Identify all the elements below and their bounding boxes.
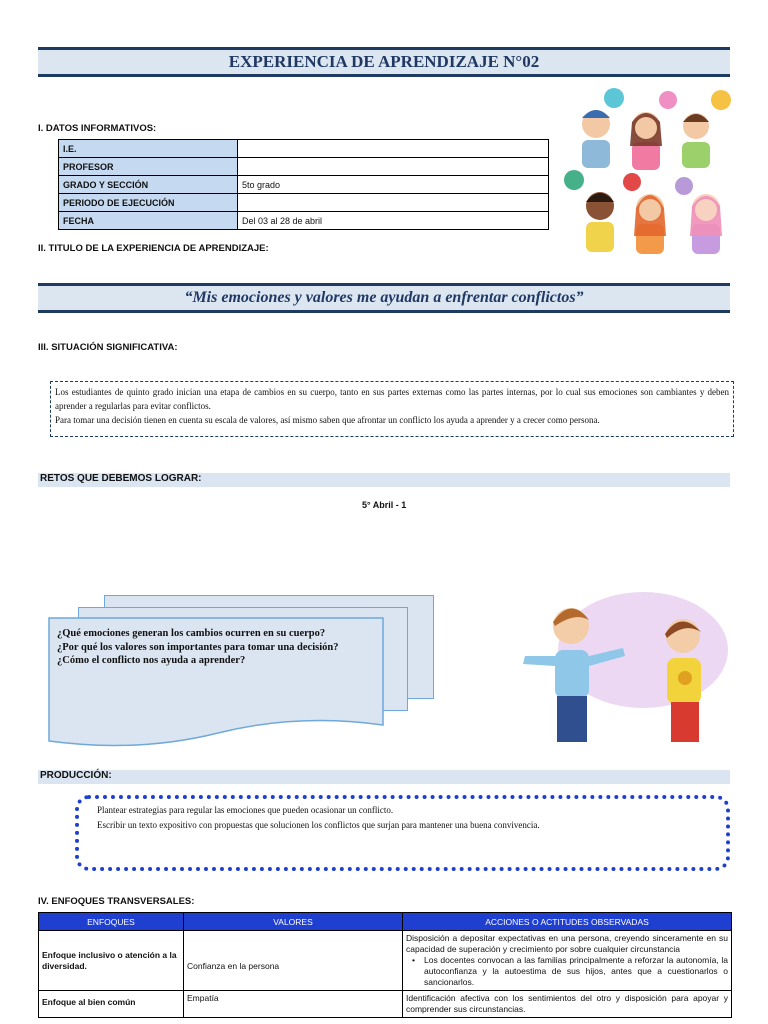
section-titulo-heading: II. TITULO DE LA EXPERIENCIA DE APRENDIZAJE: xyxy=(38,243,269,254)
produccion-line-2: Escribir un texto expositivo con propuestas que solucionen los conflictos que surjan para mantener una buena convivencia. xyxy=(97,820,540,830)
table-row xyxy=(39,991,732,1018)
accion-text: Identificación afectiva con los sentimientos del otro y disposición para apoyar y comprender sus circunstancias. xyxy=(406,993,728,1014)
enfoque-cell: Enfoque inclusivo o atención a la diversidad. xyxy=(39,931,184,991)
accion-text: Disposición a depositar expectativas en una persona, creyendo sinceramente en su capacidad de superación y crecimiento por sobre cualquier circunstancia xyxy=(406,933,728,954)
column-header: VALORES xyxy=(184,913,403,931)
section-situacion-heading: III. SITUACIÓN SIGNIFICATIVA: xyxy=(38,342,178,353)
accion-bullet xyxy=(406,955,728,988)
row-label: PERIODO DE EJECUCIÓN xyxy=(59,194,238,212)
produccion-box xyxy=(75,795,730,871)
row-value xyxy=(238,140,549,158)
retos-heading: RETOS QUE DEBEMOS LOGRAR: xyxy=(38,473,730,487)
section-datos-heading: I. DATOS INFORMATIVOS: xyxy=(38,123,157,134)
table-row xyxy=(59,140,549,158)
question-2: ¿Por qué los valores son importantes para tomar una decisión? xyxy=(57,641,339,653)
row-label: FECHA xyxy=(59,212,238,230)
enfoques-table xyxy=(38,912,732,1018)
retos-questions xyxy=(57,627,375,668)
situacion-paragraph-2: Para tomar una decisión tienen en cuenta su escala de valores, así mismo saben que afrontar un conflicto los ayuda a aprender y a crecer como persona. xyxy=(55,415,600,425)
row-label: I.E. xyxy=(59,140,238,158)
table-row xyxy=(59,212,549,230)
experience-title: “Mis emociones y valores me ayudan a enfrentar conflictos” xyxy=(38,283,730,313)
accion-cell xyxy=(403,991,732,1018)
situacion-paragraph-1: Los estudiantes de quinto grado inician una etapa de cambios en su cuerpo, tanto en sus partes externas como las partes internas, por lo cual sus emociones son cambiantes y deben aprender a regularlas para evitar conflictos. xyxy=(55,387,729,411)
column-header: ENFOQUES xyxy=(39,913,184,931)
section-enfoques-heading: IV. ENFOQUES TRANSVERSALES: xyxy=(38,896,195,907)
bullet-dot-icon: • xyxy=(412,955,415,965)
row-label: GRADO Y SECCIÓN xyxy=(59,176,238,194)
table-row xyxy=(39,931,732,991)
table-row xyxy=(59,176,549,194)
produccion-line-1: Plantear estrategias para regular las emociones que pueden ocasionar un conflicto. xyxy=(97,805,394,815)
row-value xyxy=(238,158,549,176)
question-1: ¿Qué emociones generan los cambios ocurren en su cuerpo? xyxy=(57,628,326,639)
accion-cell xyxy=(403,931,732,991)
talking-boys-illustration xyxy=(515,586,730,746)
row-value: 5to grado xyxy=(238,176,549,194)
situacion-box xyxy=(50,381,734,437)
question-3: ¿Cómo el conflicto nos ayuda a aprender? xyxy=(57,655,246,666)
valor-cell: Confianza en la persona xyxy=(184,931,403,991)
row-label: PROFESOR xyxy=(59,158,238,176)
produccion-heading: PRODUCCIÓN: xyxy=(38,770,730,784)
column-header: ACCIONES O ACTITUDES OBSERVADAS xyxy=(403,913,732,931)
accion-bullet-text: Los docentes convocan a las familias principalmente a reforzar la autonomía, la autoconfianza y la autoestima de sus hijos, antes que a cuestionarlos o sancionarlos. xyxy=(424,955,728,987)
row-value xyxy=(238,194,549,212)
retos-date: 5° Abril - 1 xyxy=(362,500,407,510)
table-row xyxy=(59,158,549,176)
page-title: EXPERIENCIA DE APRENDIZAJE N°02 xyxy=(38,47,730,77)
datos-table xyxy=(58,139,549,230)
emotions-kids-illustration xyxy=(564,86,736,256)
valor-cell: Empatía xyxy=(184,991,403,1018)
row-value: Del 03 al 28 de abril xyxy=(238,212,549,230)
table-row xyxy=(59,194,549,212)
table-header-row xyxy=(39,913,732,931)
enfoque-cell: Enfoque al bien común xyxy=(39,991,184,1018)
